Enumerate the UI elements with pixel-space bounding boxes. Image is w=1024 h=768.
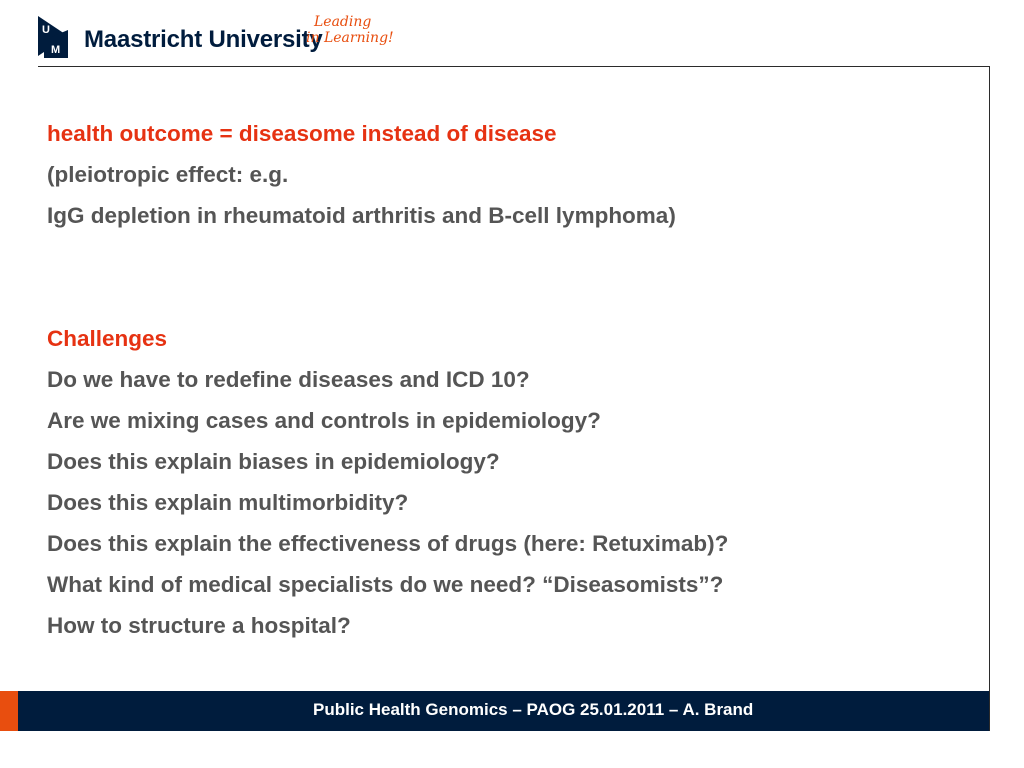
um-logo-mark-icon bbox=[38, 16, 74, 58]
challenge-item: Are we mixing cases and controls in epidemiology? bbox=[47, 408, 601, 433]
footer-right-border bbox=[989, 691, 990, 731]
challenges-heading: Challenges bbox=[47, 326, 168, 351]
svg-text:M: M bbox=[51, 44, 61, 56]
body-line: (pleiotropic effect: e.g. bbox=[47, 162, 289, 187]
challenge-item: Do we have to redefine diseases and ICD 10? bbox=[47, 367, 530, 392]
challenge-item: How to structure a hospital? bbox=[47, 613, 351, 638]
university-name: Maastricht University bbox=[84, 26, 323, 53]
footer-text: Public Health Genomics – PAOG 25.01.2011 – A. Brand bbox=[313, 700, 754, 719]
challenge-item: Does this explain multimorbidity? bbox=[47, 490, 409, 515]
headline: health outcome = diseasome instead of disease bbox=[47, 121, 557, 146]
svg-text:U: U bbox=[42, 24, 50, 36]
footer-right-gap bbox=[989, 691, 1024, 731]
slide-body bbox=[47, 113, 977, 646]
body-line: IgG depletion in rheumatoid arthritis and B-cell lymphoma) bbox=[47, 203, 676, 228]
right-border bbox=[989, 66, 990, 730]
challenge-item: What kind of medical specialists do we need? “Diseasomists”? bbox=[47, 572, 724, 597]
footer-accent-bar bbox=[0, 691, 18, 731]
spacer bbox=[47, 236, 977, 318]
logo-tagline bbox=[306, 12, 416, 58]
tagline-line-1: Leading bbox=[314, 14, 372, 30]
tagline-line-2: in Learning! bbox=[306, 30, 394, 46]
footer-bar bbox=[18, 691, 989, 731]
challenge-item: Does this explain biases in epidemiology? bbox=[47, 449, 500, 474]
challenge-item: Does this explain the effectiveness of drugs (here: Retuximab)? bbox=[47, 531, 729, 556]
header-divider bbox=[38, 66, 990, 67]
